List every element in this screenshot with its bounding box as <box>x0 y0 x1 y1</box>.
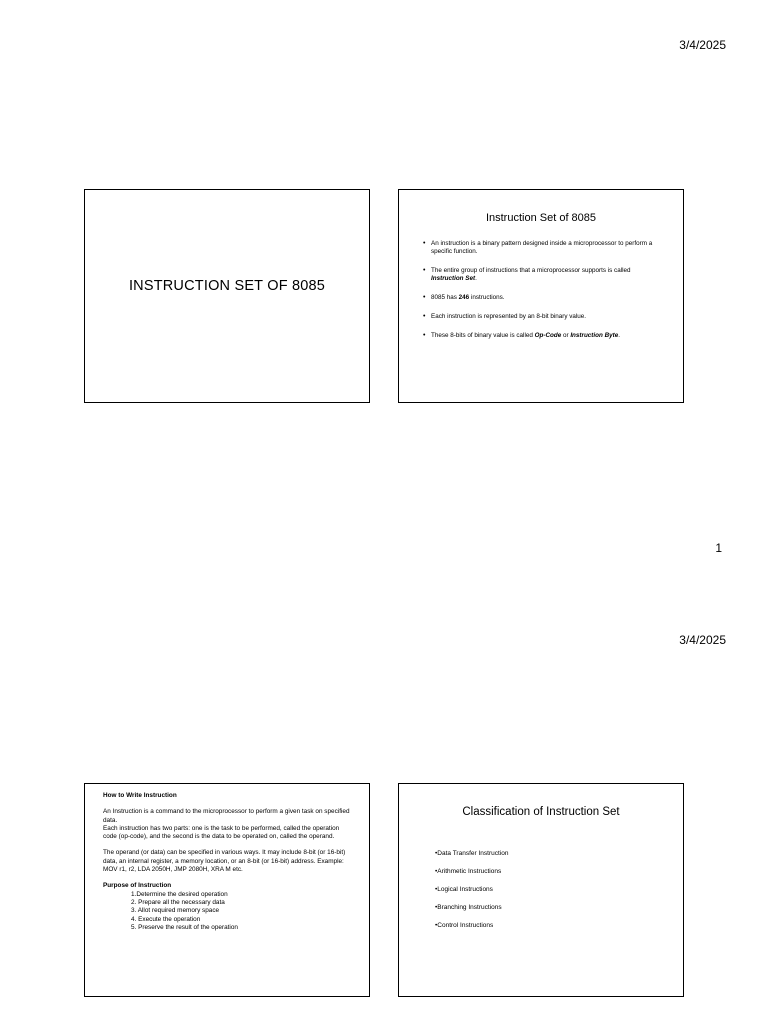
slide-how-to-write <box>84 783 370 997</box>
step-item: 2. Prepare all the necessary data <box>131 898 225 906</box>
step-item: 4. Execute the operation <box>131 915 201 923</box>
purpose-heading: Purpose of Instruction <box>103 882 172 890</box>
classification-list <box>435 850 683 929</box>
list-item: • Arithmetic Instructions <box>435 868 683 875</box>
slide-instruction-set <box>398 189 684 403</box>
step-item: 1.Determine the desired operation <box>131 890 228 898</box>
paragraph: An Instruction is a command to the microprocessor to perform a given task on specified data. <box>103 808 350 824</box>
paragraph: Each instruction has two parts: one is the task to be performed, called the operation code (op-code), and the second is the data to be operated on, called the operand. <box>103 824 340 841</box>
slide-title <box>84 189 370 403</box>
paragraph: The operand (or data) can be specified in various ways. It may include 8-bit (or 16-bit) data, an internal register, a memory location, or an 8-bit (or 16-bit) address. Example: MOV r1, r2, LDA 2050H, JMP 2080H, XRA M etc. <box>103 849 346 874</box>
slide-classification <box>398 783 684 997</box>
page1-date: 3/4/2025 <box>679 38 726 52</box>
list-item: • Data Transfer Instruction <box>435 850 683 857</box>
page2-date: 3/4/2025 <box>679 633 726 647</box>
list-item: • Branching Instructions <box>435 904 683 911</box>
bullet-item: • These 8-bits of binary value is called Op-Code or Instruction Byte. <box>423 332 661 340</box>
bullet-item: • An instruction is a binary pattern designed inside a microprocessor to perform a specific function. <box>423 240 661 256</box>
slide-heading: How to Write Instruction <box>103 792 177 799</box>
slide-heading: Classification of Instruction Set <box>462 806 620 818</box>
slide-main-title: INSTRUCTION SET OF 8085 <box>128 278 326 294</box>
bullet-item: • 8085 has 246 instructions. <box>423 294 661 302</box>
page-number: 1 <box>715 541 722 555</box>
bullet-list <box>423 240 661 340</box>
step-item: 5. Preserve the result of the operation <box>131 923 238 931</box>
steps-list <box>131 891 351 932</box>
slide-heading: Instruction Set of 8085 <box>485 212 597 224</box>
list-item: • Control Instructions <box>435 922 683 929</box>
step-item: 3. Allot required memory space <box>131 907 220 915</box>
bullet-item: • The entire group of instructions that a microprocessor supports is called Instruction Set. <box>423 267 661 283</box>
bullet-item: • Each instruction is represented by an 8-bit binary value. <box>423 313 661 321</box>
list-item: • Logical Instructions <box>435 886 683 893</box>
